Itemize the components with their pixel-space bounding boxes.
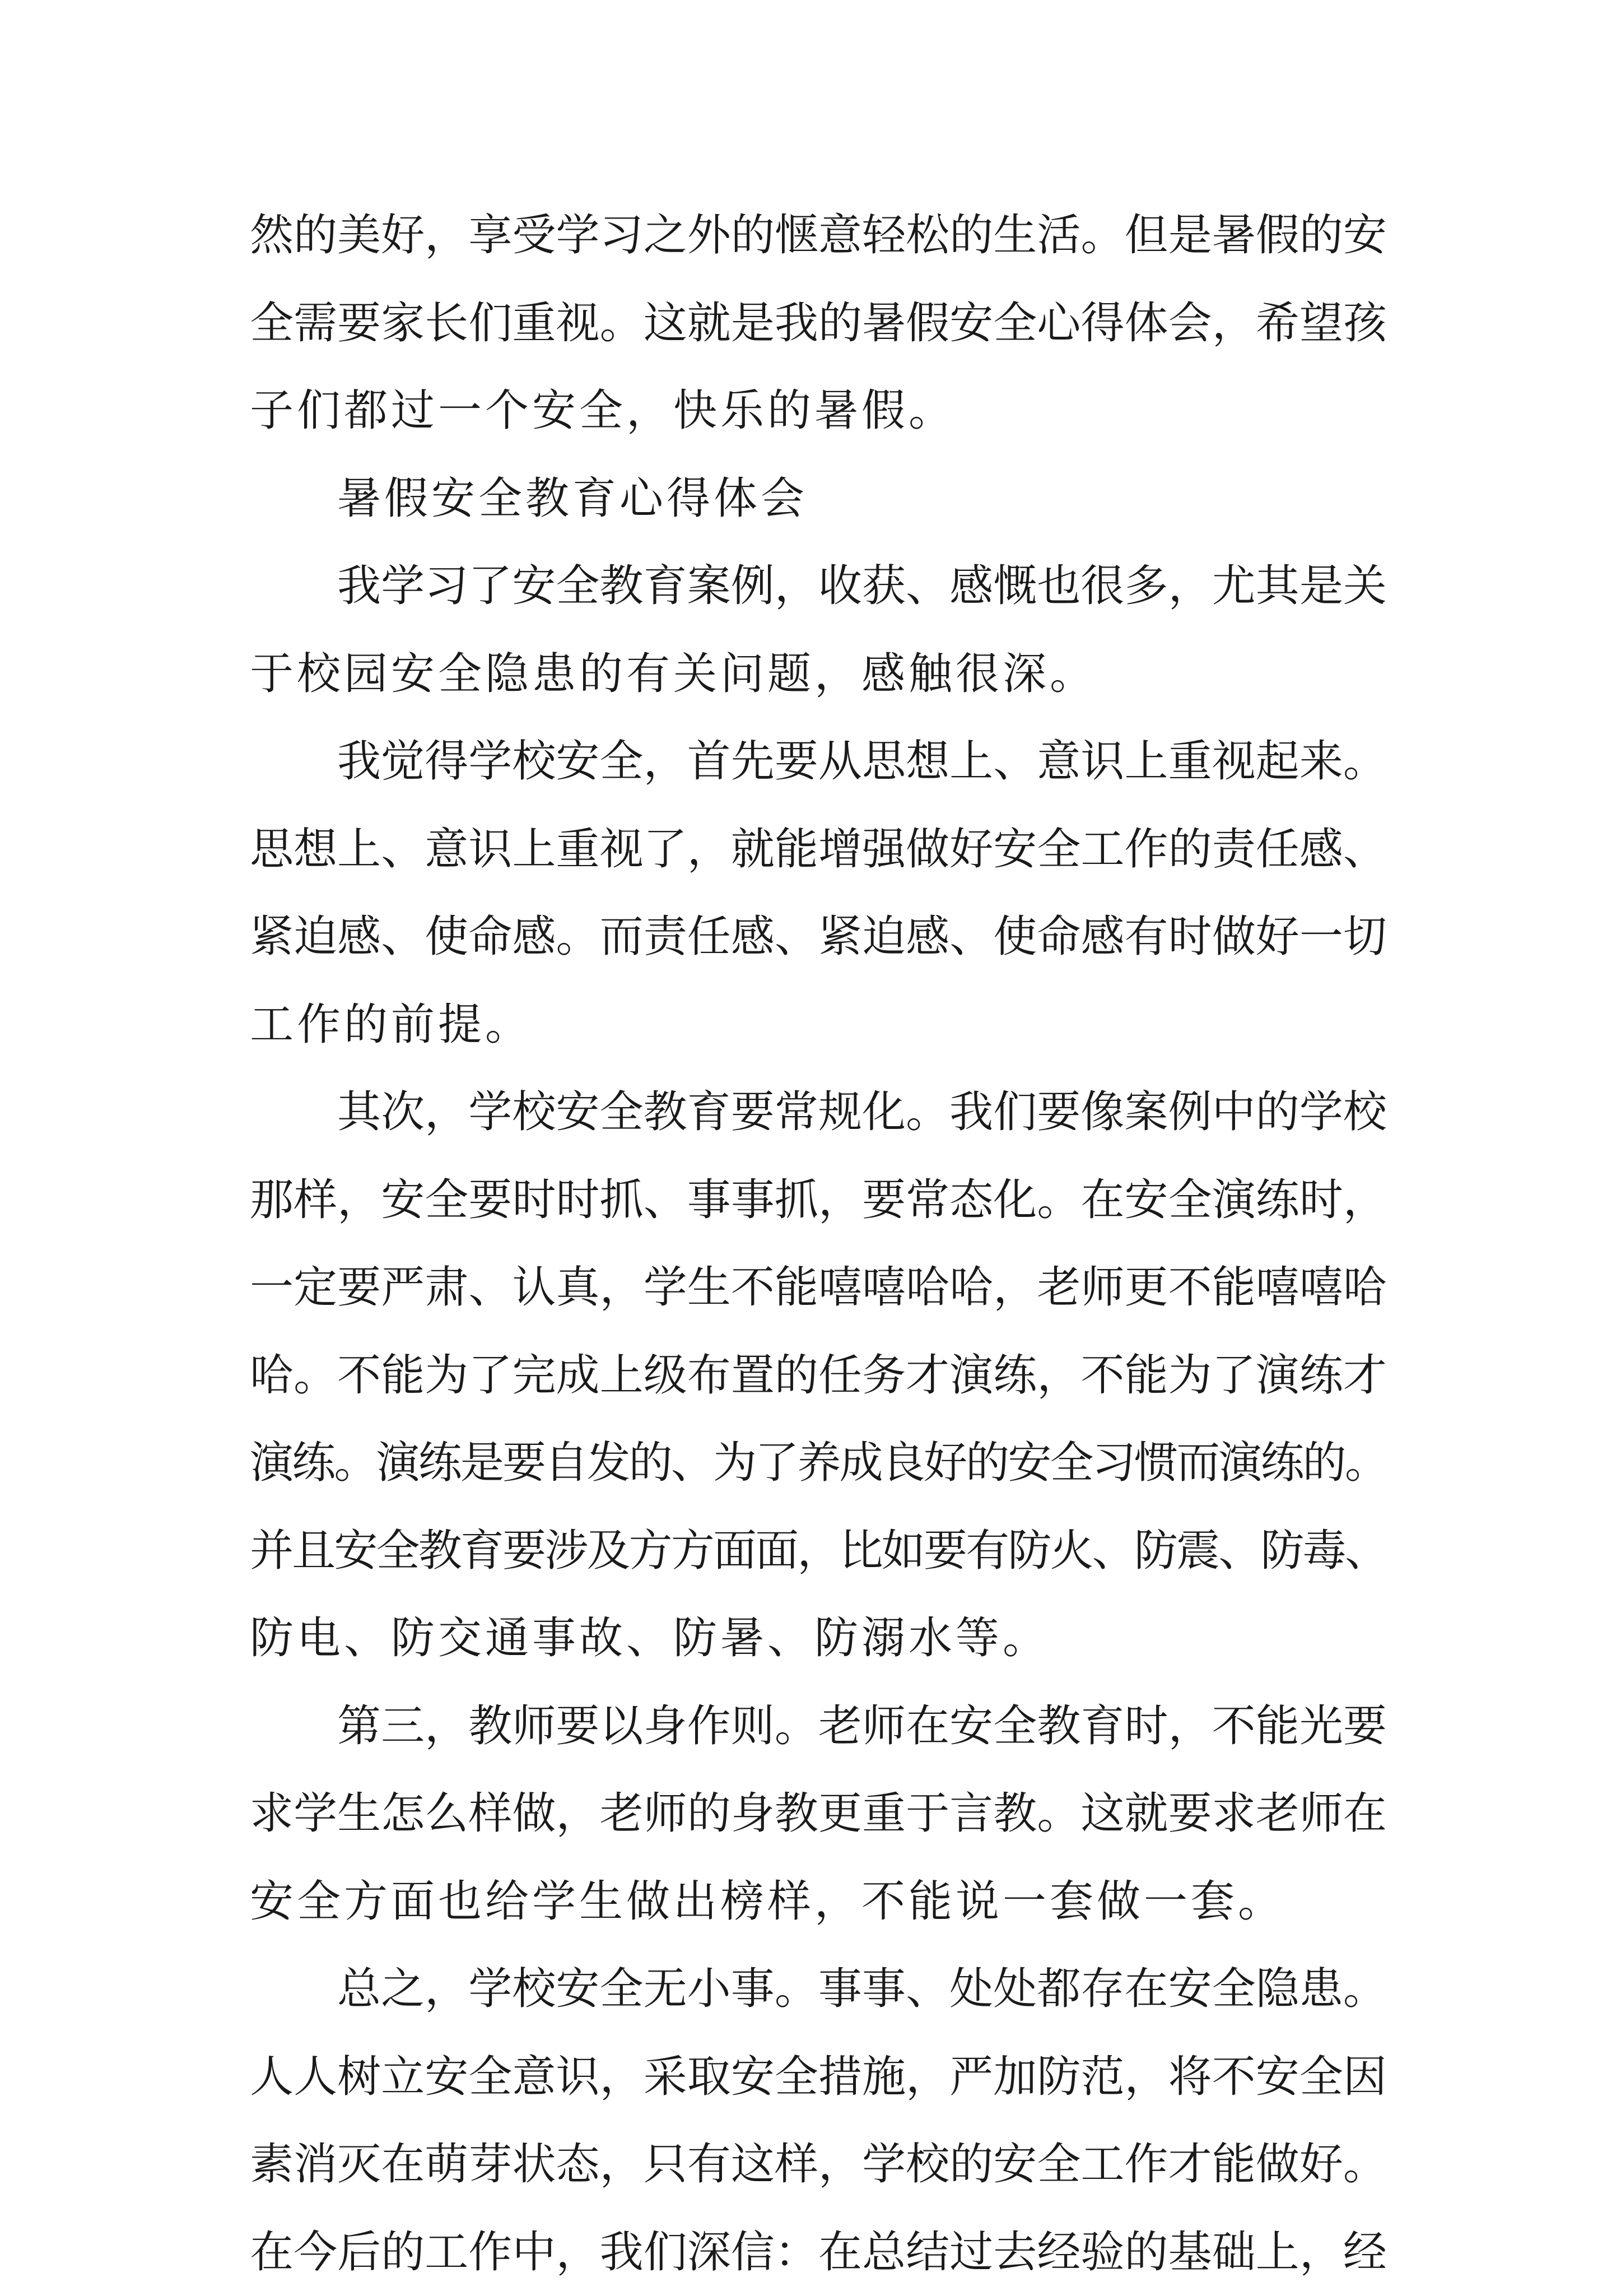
- text-line: 思想上、意识上重视了，就能增强做好安全工作的责任感、: [250, 806, 1387, 894]
- text-line: 一定要严肃、认真，学生不能嘻嘻哈哈，老师更不能嘻嘻哈: [250, 1244, 1387, 1332]
- text-line: 并且安全教育要涉及方方面面，比如要有防火、防震、防毒、: [250, 1507, 1387, 1595]
- paragraph-start-line: 总之，学校安全无小事。事事、处处都存在安全隐患。: [250, 1945, 1387, 2033]
- text-line: 素消灭在萌芽状态，只有这样，学校的安全工作才能做好。: [250, 2121, 1387, 2209]
- text-line: 那样，安全要时时抓、事事抓，要常态化。在安全演练时，: [250, 1156, 1387, 1244]
- text-line: 紧迫感、使命感。而责任感、紧迫感、使命感有时做好一切: [250, 893, 1387, 981]
- text-line: 防电、防交通事故、防暑、防溺水等。: [250, 1595, 1387, 1683]
- text-line: 求学生怎么样做，老师的身教更重于言教。这就要求老师在: [250, 1770, 1387, 1858]
- text-line: 工作的前提。: [250, 981, 1387, 1069]
- text-line: 演练。演练是要自发的、为了养成良好的安全习惯而演练的。: [250, 1419, 1387, 1507]
- text-line: 哈。不能为了完成上级布置的任务才演练，不能为了演练才: [250, 1332, 1387, 1420]
- text-line: 子们都过一个安全，快乐的暑假。: [250, 367, 1387, 455]
- text-line: 全需要家长们重视。这就是我的暑假安全心得体会，希望孩: [250, 280, 1387, 368]
- text-line: 然的美好，享受学习之外的惬意轻松的生活。但是暑假的安: [250, 192, 1387, 280]
- paragraph-start-line: 我觉得学校安全，首先要从思想上、意识上重视起来。: [250, 718, 1387, 806]
- text-line: 人人树立安全意识，采取安全措施，严加防范，将不安全因: [250, 2033, 1387, 2121]
- text-line: 于校园安全隐患的有关问题，感触很深。: [250, 630, 1387, 718]
- text-line: 安全方面也给学生做出榜样，不能说一套做一套。: [250, 1858, 1387, 1946]
- paragraph-start-line: 我学习了安全教育案例，收获、感慨也很多，尤其是关: [250, 542, 1387, 630]
- paragraph-start-line: 暑假安全教育心得体会: [250, 455, 1387, 543]
- document-body: [250, 192, 1387, 2296]
- paragraph-start-line: 第三，教师要以身作则。老师在安全教育时，不能光要: [250, 1683, 1387, 1770]
- text-line: 在今后的工作中，我们深信：在总结过去经验的基础上，经: [250, 2209, 1387, 2296]
- paragraph-start-line: 其次，学校安全教育要常规化。我们要像案例中的学校: [250, 1068, 1387, 1156]
